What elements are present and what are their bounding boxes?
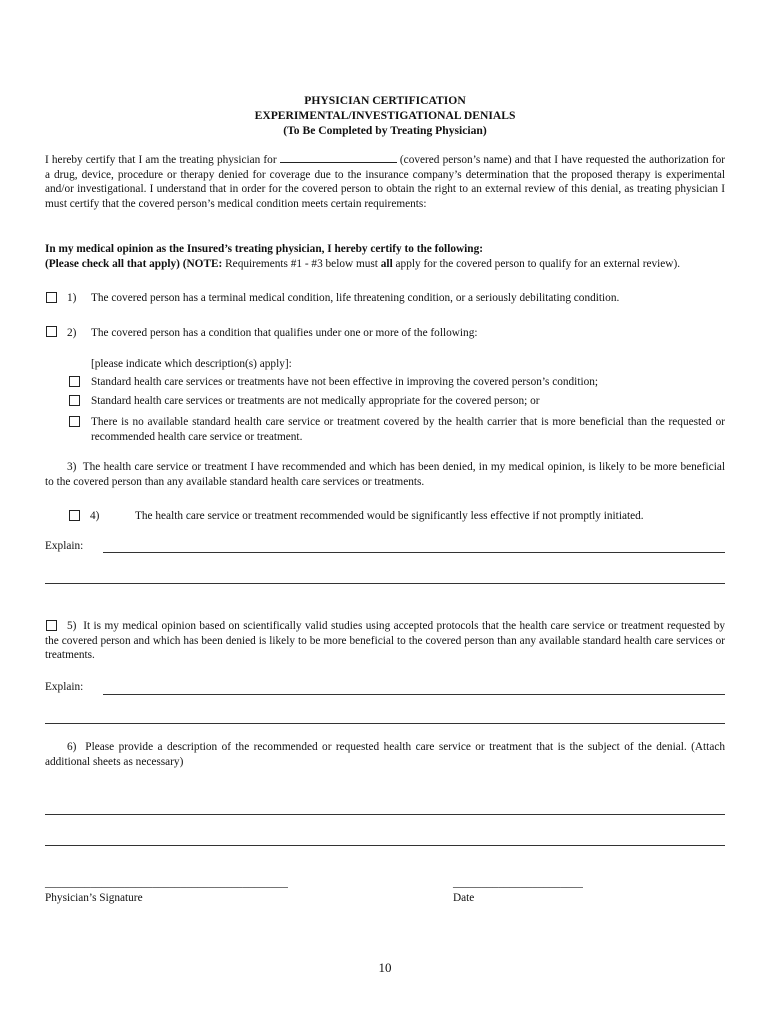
form-subtitle: EXPERIMENTAL/INVESTIGATIONAL DENIALS xyxy=(254,109,516,122)
item4-number: 4) xyxy=(90,510,100,522)
item6-text: Please provide a description of the recommended or requested health care service or treatment that is the subject of the denial. (Attach additional sheets as necessary) xyxy=(45,741,725,768)
note-text-b: apply for the covered person to qualify for an external review). xyxy=(395,257,681,270)
signature-label: Physician’s Signature xyxy=(45,892,143,904)
item2-checkbox[interactable] xyxy=(46,326,57,337)
intro-paragraph xyxy=(45,152,725,211)
covered-person-name-field[interactable] xyxy=(280,152,397,163)
opinion-block xyxy=(45,242,725,271)
item4-checkbox[interactable] xyxy=(69,510,80,521)
note-text-a: Requirements #1 - #3 below must xyxy=(225,257,378,270)
item2-number: 2) xyxy=(67,327,77,339)
item2-instruction: [please indicate which description(s) apply]: xyxy=(91,358,292,370)
intro-before-blank: I hereby certify that I am the treating physician for xyxy=(45,154,277,166)
item6-paragraph xyxy=(45,740,725,769)
check-all-label: (Please check all that apply) xyxy=(45,257,180,270)
explain-label-2: Explain: xyxy=(45,681,84,693)
explain-field-1-extra[interactable] xyxy=(45,583,725,584)
description-line-1[interactable] xyxy=(45,814,725,815)
form-instruction: (To Be Completed by Treating Physician) xyxy=(283,124,487,137)
item3-number: 3) xyxy=(67,461,77,473)
item2-option2-checkbox[interactable] xyxy=(69,395,80,406)
item2-text: The covered person has a condition that qualifies under one or more of the following: xyxy=(91,327,478,339)
item3-text: The health care service or treatment I have recommended and which has been denied, in my medical opinion, is likely to be more beneficial to the covered person than any available standard health care services or treatments. xyxy=(45,461,725,488)
signature-line[interactable]: ___________________________________________ xyxy=(45,877,288,889)
page-number: 10 xyxy=(378,960,392,975)
item2-option3-checkbox[interactable] xyxy=(69,416,80,427)
item2-option2-text: Standard health care services or treatments are not medically appropriate for the covered person; or xyxy=(91,395,540,407)
intro-after-blank: (covered person’s name) and that I have requested the authorization for a drug, device, procedure or therapy denied for coverage due to the insurance company’s determination that the proposed therapy is experimental and/or investigational. I understand that in order for the covered person to obtain the right to an external review of this denial, as treating physician I must certify that the covered person’s medical condition meets certain requirements: xyxy=(45,154,726,210)
item1-checkbox[interactable] xyxy=(46,292,57,303)
description-line-2[interactable] xyxy=(45,845,725,846)
note-label: (NOTE: xyxy=(182,257,223,270)
opinion-heading: In my medical opinion as the Insured’s treating physician, I hereby certify to the following: xyxy=(45,243,483,255)
item4-text: The health care service or treatment recommended would be significantly less effective if not promptly initiated. xyxy=(135,510,644,522)
item5-text: It is my medical opinion based on scientifically valid studies using accepted protocols that the health care service or treatment requested by the covered person and which has been denied is likely to be more beneficial to the covered person than any available standard health care services or treatments. xyxy=(45,620,725,662)
item1-text: The covered person has a terminal medical condition, life threatening condition, or a seriously debilitating condition. xyxy=(91,292,620,304)
item5-paragraph xyxy=(45,619,725,663)
item2-option3-text: There is no available standard health care service or treatment covered by the health carrier that is more beneficial than the requested or recommended health care service or treatment. xyxy=(91,416,725,443)
explain-label-1: Explain: xyxy=(45,540,84,552)
item5-number: 5) xyxy=(67,620,77,632)
form-title: PHYSICIAN CERTIFICATION xyxy=(304,94,466,107)
item2-option1-checkbox[interactable] xyxy=(69,376,80,387)
explain-field-2[interactable] xyxy=(103,694,725,695)
item3-paragraph xyxy=(45,460,725,489)
date-line[interactable]: _______________________ xyxy=(453,877,583,889)
explain-field-1[interactable] xyxy=(103,552,725,553)
date-label: Date xyxy=(453,892,475,904)
item1-number: 1) xyxy=(67,292,77,304)
note-all: all xyxy=(380,257,393,270)
item2-option1-text: Standard health care services or treatments have not been effective in improving the covered person’s condition; xyxy=(91,376,599,388)
explain-field-2-extra[interactable] xyxy=(45,723,725,724)
item6-number: 6) xyxy=(67,741,77,753)
